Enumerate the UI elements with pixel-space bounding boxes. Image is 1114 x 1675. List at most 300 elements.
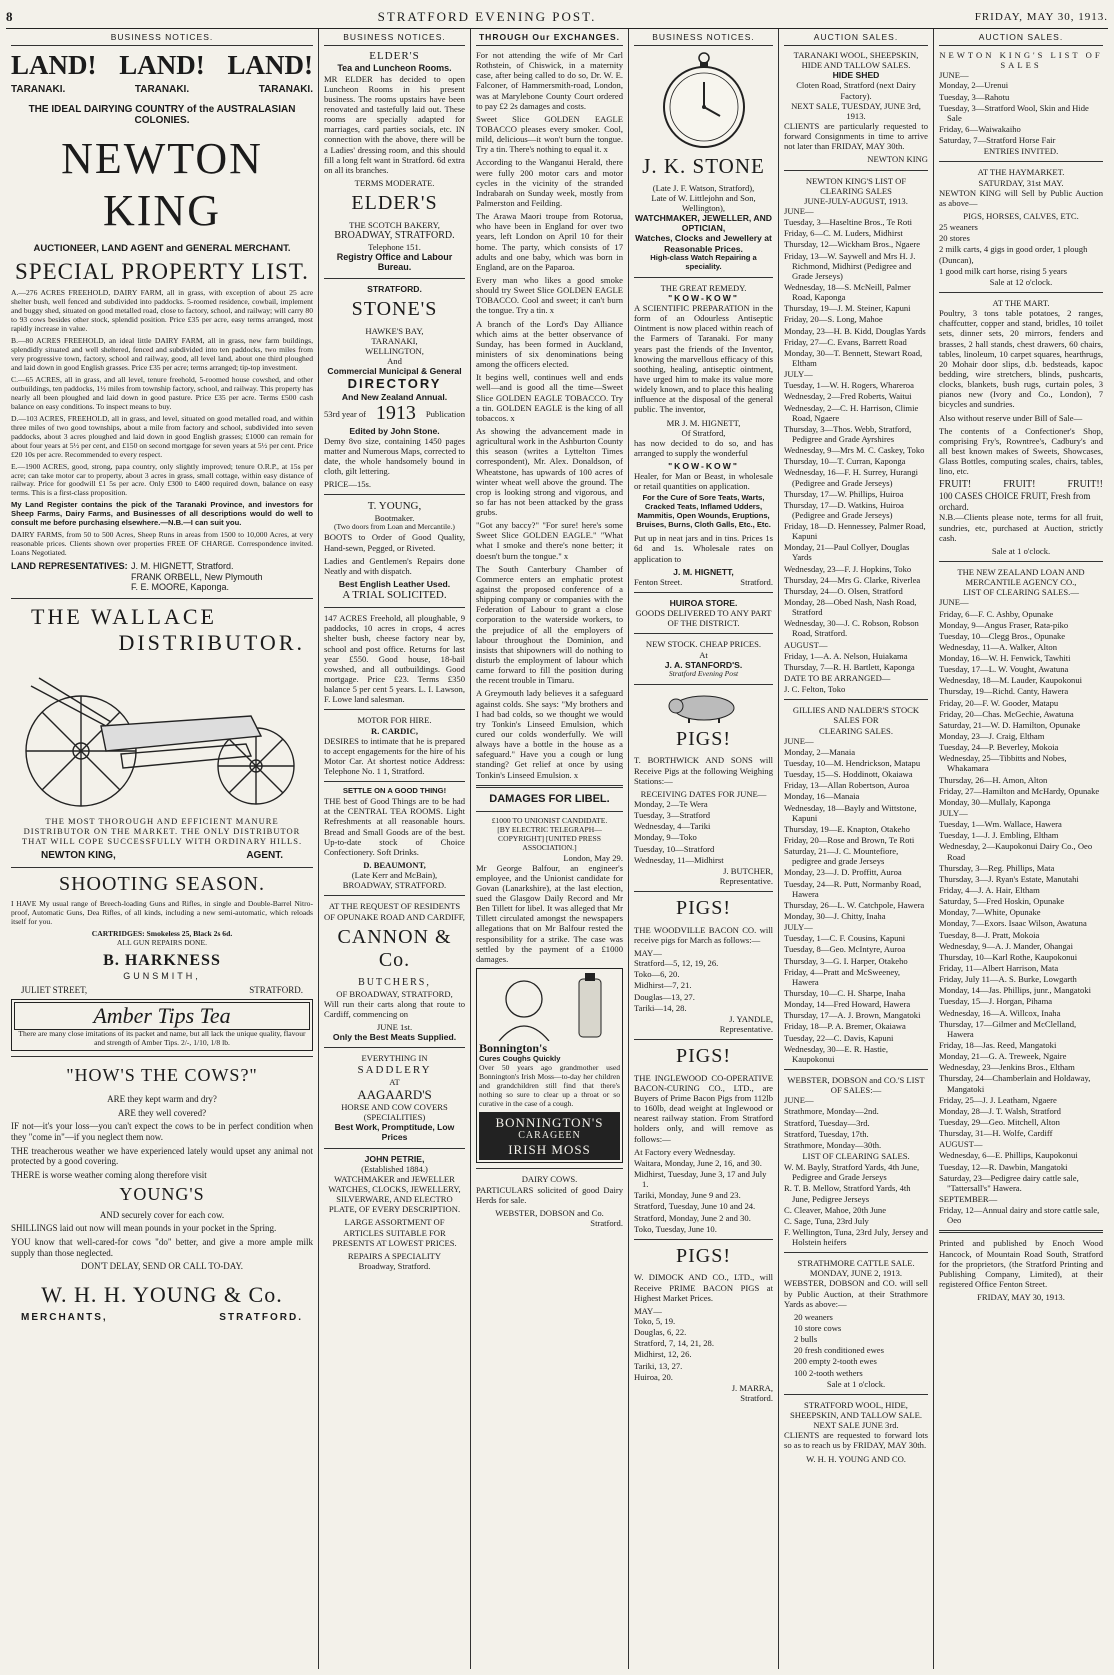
cows-line: IF not—it's your loss—you can't expect the cows to be in perfect condition when they "come in"—if you neglect them now. bbox=[11, 1121, 313, 1143]
wd-items bbox=[784, 1312, 928, 1378]
of-stratford: Of Stratford, bbox=[681, 427, 726, 438]
sale-item: Monday, 28—J. T. Walsh, Stratford bbox=[939, 1105, 1061, 1116]
wallace-headline-2: DISTRIBUTOR. bbox=[118, 629, 305, 655]
webster-sales-list bbox=[784, 1095, 928, 1247]
sale-item: Tuesday, 3—Haseltine Bros., Te Roti bbox=[784, 217, 912, 228]
bonnington-brand bbox=[479, 1112, 620, 1160]
loan-sales-list bbox=[939, 597, 1103, 1225]
sale-item: C. Sage, Tuna, 23rd July bbox=[784, 1215, 869, 1226]
pig-illustration bbox=[634, 690, 773, 724]
sale-item: Monday, 9—Angus Fraser, Rata-piko bbox=[939, 619, 1069, 630]
sale-item: Monday, 30—Mullaly, Kaponga bbox=[939, 796, 1051, 807]
inglewood-dates bbox=[634, 1147, 773, 1234]
sale-item: Thursday, 17—W. Phillips, Huiroa bbox=[784, 488, 904, 499]
sale-1: Sale at 1 o'clock. bbox=[991, 545, 1051, 556]
bakery-line: THE SCOTCH BAKERY, bbox=[349, 219, 440, 230]
sale-item: Tuesday, 3—Rahotu bbox=[939, 91, 1010, 102]
place: TARANAKI, bbox=[371, 335, 418, 346]
edited-line: Edited by John Stone. bbox=[349, 425, 440, 436]
everything-in: EVERYTHING IN bbox=[361, 1053, 428, 1064]
sale-item: Tuesday, 29—Geo. Mitchell, Alton bbox=[939, 1116, 1060, 1127]
healer-text: Healer, for Man or Beast, in wholesale or retail quantities on application. bbox=[634, 471, 773, 492]
clients-note: CLIENTS are particularly requested to forward Consignments in time to arrive not later than FRIDAY, MAY 30th. bbox=[784, 121, 928, 152]
cows-line: ARE they kept warm and dry? bbox=[107, 1094, 217, 1105]
nk-sell-text: NEWTON KING will Sell by Public Auction as above— bbox=[939, 187, 1103, 208]
gunsmith-label: GUNSMITH, bbox=[123, 970, 201, 981]
amber-tips-ad bbox=[11, 999, 313, 1051]
terms-line: TERMS MODERATE. bbox=[354, 178, 435, 188]
stock-item: 2 bulls bbox=[794, 1334, 818, 1345]
date-item: Stratford—5, 12, 19, 26. bbox=[634, 958, 719, 969]
sale-item: Thursday, 19—J. M. Steiner, Kapuni bbox=[784, 303, 911, 314]
pigs-headline-2: PIGS! bbox=[675, 897, 731, 920]
inglewood-text: THE INGLEWOOD CO-OPERATIVE BACON-CURING CO., LTD., are Buyers of Prime Bacon Pigs from 112lb to 160lb, dead weight at Inglewood or nearest railway station. From Stratford holders only, and will remove as follows:— bbox=[634, 1072, 773, 1144]
sale-item: Thursday, 3—J. Ryan's Estate, Manutahi bbox=[939, 873, 1079, 884]
date-item: Tuesday, 3—Stratford bbox=[634, 810, 710, 821]
petrie-address: Broadway, Stratford. bbox=[358, 1260, 431, 1271]
sale-item: Monday, 7—Exors. Isaac Wilson, Awatuna bbox=[939, 918, 1087, 929]
news-paragraph: As showing the advancement made in agricultural work in the Ashburton County this season (writes a Lyttelton Times correspondent), Mr. Alex. Donaldson, of Wheatstone, has upwards of 100 acres of winter wheat well above the ground. The crop is looking strong and vigorous, and so far has not been attacked by the grass grubs. bbox=[476, 425, 623, 518]
sale-time: Sale at 1 o'clock. bbox=[826, 1378, 886, 1389]
stock-item: 10 store cows bbox=[794, 1323, 842, 1334]
byline: [BY ELECTRIC TELEGRAPH—COPYRIGHT] [UNITED PRESS ASSOCIATION.] bbox=[497, 824, 602, 852]
sale-item: Tuesday, 22—C. Davis, Kapuni bbox=[784, 1032, 894, 1043]
kow-kow-title-2: "KOW-KOW" bbox=[668, 461, 739, 472]
hide-shed: HIDE SHED bbox=[832, 70, 880, 81]
date-item: Toko, 5, 19. bbox=[634, 1315, 676, 1326]
gun-repairs-line: ALL GUN REPAIRS DONE. bbox=[116, 938, 208, 948]
reps-label: LAND REPRESENTATIVES: bbox=[11, 561, 128, 572]
yandle-name: J. YANDLE, bbox=[729, 1013, 773, 1024]
harkness-address bbox=[21, 985, 303, 996]
sale-item: Thursday, 7—R. H. Bartlett, Kaponga bbox=[784, 661, 915, 672]
beaumont-name: D. BEAUMONT, bbox=[363, 860, 426, 871]
sale-item: Thursday, 17—Gilmer and McClelland, Hawera bbox=[939, 1018, 1077, 1039]
column-header: BUSINESS NOTICES. bbox=[324, 29, 465, 46]
elders-headline: ELDER'S bbox=[351, 192, 438, 215]
may-label-2: MAY— bbox=[634, 1305, 662, 1316]
nk-sales-list bbox=[939, 80, 1103, 145]
amber-tips-text: There are many close imitations of its packet and name, but all lack the unique quality, flavour and strength of Amber Tips. 2/-, 1/10, 1/8 lb. bbox=[18, 1029, 306, 1048]
sale-item: Saturday, 7—Stratford Horse Fair bbox=[939, 135, 1056, 146]
date-item: Huiroa, 20. bbox=[634, 1371, 673, 1382]
butchers-label: BUTCHERS, bbox=[358, 976, 431, 988]
sale-item: Friday, 25—J. J. Leatham, Ngaere bbox=[939, 1094, 1057, 1105]
sale-item: Wednesday, 18—S. McNeill, Palmer Road, Kaponga bbox=[784, 281, 911, 303]
sale-item: Monday, 2—Manaia bbox=[784, 746, 856, 757]
sale-item: Tuesday, 3—Stratford Wool, Skin and Hide Sale bbox=[939, 102, 1089, 123]
sale-item: Tuesday, 15—J. Horgan, Pihama bbox=[939, 996, 1053, 1007]
sale-item: Friday, 12—Annual dairy and store cattle sale, Oeo bbox=[939, 1205, 1100, 1226]
special-property-list: SPECIAL PROPERTY LIST. bbox=[15, 259, 309, 285]
sale-item: Friday, 4—Pratt and McSweeney, Hawera bbox=[784, 966, 901, 987]
horse-covers: HORSE AND COW COVERS bbox=[341, 1101, 448, 1112]
stock-item: 20 fresh conditioned ewes bbox=[794, 1345, 884, 1356]
whh-young-sub bbox=[21, 1312, 303, 1324]
taranaki-word: TARANAKI. bbox=[11, 83, 66, 95]
agent-name: NEWTON KING, bbox=[41, 849, 116, 861]
news-paragraph: A Greymouth lady believes it a safeguard against colds. She says: "My brothers and I had bad colds, so we thought we would try Tonkin's Linseed Emulsion, which cured our colds wonderfully. We will always have a bottle in the house as a safeguard." Have you a cough or lung standing? Get relief at once by using Tonkin's Linseed Emulsion. x bbox=[476, 688, 623, 780]
sale-item: Tuesday, 1—Wm. Wallace, Hawera bbox=[939, 819, 1062, 830]
entries-invited: ENTRIES INVITED. bbox=[983, 146, 1059, 157]
stones-headline: STONE'S bbox=[351, 298, 438, 321]
news-paragraph: A branch of the Lord's Day Alliance which aims at the better observance of Sunday, has been formed in Auckland, ministers of six denominations being among the officers elected. bbox=[476, 318, 623, 370]
news-paragraph: Every man who likes a good smoke should try Sweet Slice GOLDEN EAGLE TOBACCO. Cool and sweet; it can't burn the tongue. Try a tin. x bbox=[476, 274, 623, 316]
sale-item: Friday, 27—C. Evans, Barrett Road bbox=[784, 336, 907, 347]
sale-item: Monday, 30—T. Bennett, Stewart Road, Eltham bbox=[784, 347, 923, 368]
sale-item: Wednesday, 18—M. Lauder, Kaupokonui bbox=[939, 675, 1083, 686]
woodville-dates bbox=[634, 958, 773, 1013]
directory-line: DIRECTORY bbox=[347, 376, 442, 392]
cows-line: THERE is worse weather coming along therefore visit bbox=[11, 1169, 207, 1180]
property-item: C.—65 ACRES, all in grass, and all level, tenure freehold, 5-roomed house cowshed, and other outbuildings, ten paddocks, 1½ miles from township factory, school, and railway. This property has nearly all been ploughed and laid down in good pasture. Price £35 per acre. Terms £500 cash balance on easy conditions. To inspect means to buy. bbox=[11, 374, 313, 411]
sale-item: Friday, 13—Allan Robertson, Auroa bbox=[784, 780, 910, 791]
sale-item: JUNE— bbox=[784, 205, 814, 216]
cows-line: DON'T DELAY, SEND OR CALL TO-DAY. bbox=[80, 1261, 244, 1272]
place: WELLINGTON, bbox=[365, 346, 424, 357]
will-run-text: Will run their carts along that route to Cardiff, commencing on bbox=[324, 998, 465, 1019]
brand-line: CARAGEEN bbox=[518, 1130, 581, 1142]
item: PIGS, HORSES, CALVES, ETC. bbox=[963, 210, 1079, 221]
sale-item: Monday, 23—J. D. Proffitt, Auroa bbox=[784, 867, 902, 878]
newton-king-agent bbox=[41, 850, 283, 862]
sale-item: Thursday, 3—Reg. Phillips, Mata bbox=[939, 862, 1055, 873]
news-paragraph: It begins well, continues well and ends well—and is good all the time—Sweet Slice GOLDEN EAGLE TOBACCO. Try a tin. GOLDEN EAGLE is the king of all tobaccos. x bbox=[476, 372, 623, 423]
property-list bbox=[11, 289, 313, 498]
watchmaker-line: WATCHMAKER and JEWELLER bbox=[334, 1173, 455, 1184]
year-left: 53rd year of bbox=[324, 408, 366, 419]
jk-stone-headline: J. K. STONE bbox=[642, 154, 765, 179]
nz-annual-line: And New Zealand Annual. bbox=[341, 391, 448, 402]
cows-ad bbox=[11, 1094, 313, 1180]
sale-item: Monday, 14—Fred Howard, Hawera bbox=[784, 999, 911, 1010]
sale-item: Friday, 18—D. Hennessey, Palmer Road, Kapuni bbox=[784, 521, 926, 542]
shooting-season-headline: SHOOTING SEASON. bbox=[58, 872, 265, 895]
sale-item: Thursday, 17—A. J. Brown, Mangatoki bbox=[784, 1010, 921, 1021]
property-item: D.—103 ACRES, FREEHOLD, all in grass, and level, situated on good metalled road, and within three miles of two good townships, about a mile from factory and school, subdivided into seven paddocks, about 3 acres ploughed and laid down in good English grasses; £1000 can remain for about four years at 5½ per cent, and £150 on second mortgage for seven years at 5½ per cent. Price £20 10s per acre. Recommended to every respect. bbox=[11, 413, 313, 459]
stratford: STRATFORD. bbox=[219, 1311, 303, 1323]
column-5 bbox=[778, 29, 933, 1669]
land-headline bbox=[11, 50, 313, 82]
cartridges-line: CARTRIDGES: Smokeless 25, Black 2s 6d. bbox=[91, 929, 233, 939]
sale-item: Thursday, 3—G. I. Harper, Otakeho bbox=[784, 955, 908, 966]
date-item: Monday, 2—Te Wera bbox=[634, 798, 708, 809]
street: JULIET STREET, bbox=[21, 984, 88, 995]
sale-item: W. M. Bayly, Stratford Yards, 4th June, Pedigree and Grade Jerseys bbox=[784, 1162, 920, 1183]
next-sale-june: NEXT SALE JUNE 3rd. bbox=[813, 1420, 899, 1431]
item: 1 good milk cart horse, rising 5 years bbox=[939, 265, 1067, 276]
sale-item: C. Cleaver, Mahoe, 20th June bbox=[784, 1204, 887, 1215]
property-item: B.—80 ACRES FREEHOLD, an ideal little DAIRY FARM, all in grass, new farm buildings, splendidly situated and well sheltered, fenced and subdivided into ten paddocks, two miles from very progressive town, factory, school and railway, good, all level land, about one third ploughed and laid down in good English grasses. Price £35 per acre; terms arranged; tip-top investment. bbox=[11, 336, 313, 373]
sale-item: Saturday, 23—Pedigree dairy cattle sale, "Tattersall's" Hawera. bbox=[939, 1172, 1079, 1193]
pigs-headline-3: PIGS! bbox=[675, 1045, 731, 1068]
news-paragraph: According to the Wanganui Herald, there were fully 200 motor cars and motor cycles in the vicinity of the stranded Indrabarah on Sunday week, mostly from Palmerston and Feilding. bbox=[476, 157, 623, 208]
masthead bbox=[6, 6, 1108, 29]
sale-item: Tuesday, 24—P. Beverley, Mokoia bbox=[939, 742, 1059, 753]
sale-item: Wednesday, 23—F. J. Hopkins, Toko bbox=[784, 563, 912, 574]
cardic-name: R. CARDIC, bbox=[370, 725, 419, 736]
young-name: T. YOUNG, bbox=[367, 500, 422, 513]
butcher-rep: Representative. bbox=[719, 875, 773, 886]
webster-heading: WEBSTER, DOBSON and CO.'S LIST OF SALES:— bbox=[787, 1074, 925, 1096]
cows-line: AND securely cover for each cow. bbox=[99, 1209, 225, 1220]
column-header: AUCTION SALES. bbox=[939, 29, 1103, 46]
column-header: BUSINESS NOTICES. bbox=[11, 29, 313, 46]
brand-line: BONNINGTON'S bbox=[495, 1114, 604, 1130]
elder-heading: ELDER'S bbox=[369, 50, 420, 63]
sale-item: Friday, 20—Rose and Brown, Te Roti bbox=[784, 835, 915, 845]
bootmaker-label: Bootmaker. bbox=[374, 513, 415, 524]
news-paragraph: The Arawa Maori troupe from Rotorua, who have been in England for over two years, left London on April 10 for their home. The party, which consists of 17 adults and one baby, which was born in England, are on the Paparoa. bbox=[476, 211, 623, 272]
sale-item: Wednesday, 2—C. H. Harrison, Climie Road, Ngaere bbox=[784, 402, 919, 423]
date-item: Wednesday, 11—Midhirst bbox=[634, 854, 724, 865]
stone-late-2: Late of W. Littlejohn and Son, Wellington), bbox=[651, 192, 756, 214]
column-header: BUSINESS NOTICES. bbox=[634, 29, 773, 46]
year-right: Publication bbox=[425, 408, 465, 419]
sale-item: Wednesday, 30—J. C. Robson, Robson Road, Stratford. bbox=[784, 618, 919, 639]
sale-item: JULY— bbox=[784, 369, 813, 380]
newton-king-headline: NEWTON KING bbox=[61, 134, 263, 236]
columns bbox=[6, 29, 1108, 1669]
item: 20 stores bbox=[939, 233, 970, 244]
new-stock: NEW STOCK. CHEAP PRICES. bbox=[645, 639, 762, 650]
large-assortment: LARGE ASSORTMENT OF ARTICLES SUITABLE FOR PRESENTS AT LOWEST PRICES. bbox=[332, 1217, 457, 1248]
goods-delivered: GOODS DELIVERED TO ANY PART OF THE DISTRICT. bbox=[635, 608, 772, 629]
year-line bbox=[324, 402, 465, 426]
fruit-row bbox=[939, 479, 1103, 491]
cannon-headline: CANNON & Co. bbox=[337, 925, 452, 972]
nk-list-of-sales: NEWTON KING'S LIST OF SALES bbox=[939, 50, 1103, 71]
news-paragraph: The South Canterbury Chamber of Commerce enters an emphatic protest against the proposed conference of a shipping company or companies with the Federation of Labour to grant a close corporation to the waterside workers, to the prejudice of all the employers of labour throughout the Dominion, and insists that shipowners will do nothing to disturb the employment of labour which came forward to fill the position during the recent trouble in Timaru. bbox=[476, 563, 623, 686]
specialities: (SPECIALITIES) bbox=[363, 1112, 426, 1123]
marra-town: Stratford. bbox=[740, 1392, 773, 1403]
boots-text: BOOTS to Order of Good Quality, Hand-sewn, Pegged, or Riveted. bbox=[324, 532, 465, 553]
sale-item: Saturday, 21—W. D. Hamilton, Opunake bbox=[939, 719, 1081, 730]
town: STRATFORD. bbox=[249, 984, 303, 995]
also-text: Also without reserve under Bill of Sale— bbox=[939, 412, 1083, 423]
watches-line: Watches, Clocks and Jewellery at Reasonable Prices. bbox=[635, 233, 772, 254]
scientific-text: A SCIENTIFIC PREPARATION in the form of an Odourless Antiseptic Ointment is now placed within reach of the Farmers of Taranaki. For many years past the friends of the Inventor, knowing the marvellous efficacy of this soothing, healing, antiseptic ointment, have urged him to make its value more widely known, and to place this healing influence at the disposal of the general public. The inventor, bbox=[634, 302, 773, 415]
sale-item: AUGUST— bbox=[939, 1139, 983, 1150]
imprint-date: FRIDAY, MAY 30, 1913. bbox=[977, 1292, 1065, 1303]
high-class-line: High-class Watch Repairing a speciality. bbox=[650, 252, 757, 271]
dateline: London, May 29. bbox=[563, 852, 623, 863]
page-number: 8 bbox=[6, 9, 14, 24]
sale-item: Tuesday, 24—R. Putt, Normanby Road, Hawera bbox=[784, 878, 922, 899]
date-item: Stratford, 7, 14, 21, 28. bbox=[634, 1338, 714, 1349]
sale-item: Tuesday, 1—W. H. Rogers, Whareroa bbox=[784, 380, 914, 391]
cows-ad-2 bbox=[11, 1210, 313, 1272]
auctioneer-line: AUCTIONEER, LAND AGENT and GENERAL MERCHANT. bbox=[33, 243, 291, 255]
sale-item: Strathmore, Monday—30th. bbox=[784, 1139, 882, 1150]
and-line: And bbox=[387, 356, 402, 367]
price-line: PRICE—15s. bbox=[324, 479, 372, 490]
date-item: Midhirst—7, 21. bbox=[634, 980, 692, 991]
whh-young-headline: W. H. H. YOUNG & Co. bbox=[41, 1281, 283, 1307]
sale-item: Friday, 11—Albert Harrison, Mata bbox=[939, 963, 1059, 973]
registry-line: Registry Office and Labour Bureau. bbox=[336, 251, 453, 273]
june-label: JUNE— bbox=[939, 70, 969, 81]
item: 2 milk carts, 4 gigs in good order, 1 plough (Duncan), bbox=[939, 244, 1088, 265]
sale-item: Monday, 28—Obed Nash, Nash Road, Stratford bbox=[784, 597, 917, 618]
period: JUNE-JULY-AUGUST, 1913. bbox=[804, 195, 908, 206]
at-the-mart: AT THE MART. bbox=[992, 297, 1050, 308]
butcher-name: J. BUTCHER, bbox=[723, 865, 773, 876]
woodville-text: THE WOODVILLE BACON CO. will receive pigs for March as follows:— bbox=[634, 924, 773, 945]
taranaki-wool: TARANAKI WOOL, SHEEPSKIN, HIDE AND TALLOW SALES. bbox=[793, 50, 919, 71]
news-paragraph: Sweet Slice GOLDEN EAGLE TOBACCO pleases every smoker. Cool, mild, delicious—it won't burn the tongue. Try a tin. There's nothing to equal it. x bbox=[476, 113, 623, 155]
sale-item: Thursday, 10—T. Curran, Kaponga bbox=[784, 456, 906, 467]
issue-date: FRIDAY, MAY 30, 1913. bbox=[974, 11, 1108, 23]
sale-item: Thursday, 26—L. W. Catchpole, Hawera bbox=[784, 899, 925, 910]
reps-list bbox=[131, 561, 263, 593]
motor-for-hire: MOTOR FOR HIRE. bbox=[357, 715, 432, 726]
fruit-word: FRUIT! bbox=[1003, 479, 1036, 491]
sale-item: Monday, 21—G. A. Treweek, Ngaire bbox=[939, 1051, 1067, 1062]
bonnington-illustration bbox=[479, 971, 619, 1041]
sale-item: JUNE— bbox=[784, 735, 814, 746]
fund-line: £1000 TO UNIONIST CANDIDATE. bbox=[491, 815, 608, 825]
sale-item: Monday, 16—W. H. Fenwick, Tawhiti bbox=[939, 653, 1071, 664]
webster-line: WEBSTER, DOBSON and Co. bbox=[495, 1207, 604, 1218]
borthwick-text: T. BORTHWICK AND SONS will Receive Pigs at the following Weighing Stations:— bbox=[634, 755, 773, 786]
telephone-line: Telephone 151. bbox=[368, 241, 421, 252]
acres-147-ad: 147 ACRES Freehold, all ploughable, 9 paddocks, 10 acres in crops, 4 acres shelter bush, cheese factory near by, school and post office. Returns for last year £550. Good house, 18-bail cowshed, and all outbuildings. Good mortgage. Price £23. Terms £350 balance 5 per cent 5 years. L. I. Lawson, F. Lowe land salesman. bbox=[324, 613, 465, 705]
newspaper-title: STRATFORD EVENING POST. bbox=[377, 9, 597, 24]
sale-item: Wednesday, 9—A. J. Mander, Ohangai bbox=[939, 940, 1073, 951]
sale-item: Friday, July 11—A. S. Burke, Lowgarth bbox=[939, 974, 1077, 985]
wallace-description: THE MOST THOROUGH AND EFFICIENT MANURE DISTRIBUTOR ON THE MARKET. THE ONLY DISTRIBUTOR THAT WILL COPE SUCCESSFULLY WITH ORDINARY HILLS. bbox=[21, 815, 303, 846]
date-item: Tariki—14, 28. bbox=[634, 1002, 687, 1013]
at-label: At bbox=[699, 649, 708, 660]
commercial-line: Commercial Municipal & General bbox=[327, 366, 462, 377]
sale-item: Monday, 16—Manaia bbox=[784, 791, 860, 802]
year: 1913 bbox=[375, 401, 416, 424]
beaumont-sub: (Late Kerr and McBain), bbox=[351, 870, 438, 881]
sale-item: Monday, 7—White, Opunake bbox=[939, 907, 1041, 918]
column-2 bbox=[318, 29, 470, 1669]
borthwick-dates bbox=[634, 799, 773, 865]
sale-item: Monday, 23—J. Craig, Eltham bbox=[939, 731, 1045, 742]
sale-item: Saturday, 21—J. C. Mountefiore, pedigree and grade Jerseys bbox=[784, 846, 899, 867]
strat-post-credit: Stratford Evening Post bbox=[668, 668, 739, 678]
fruit-word: FRUIT! bbox=[939, 479, 972, 491]
bonnington-title: Bonnington's bbox=[479, 1041, 548, 1056]
column-3 bbox=[470, 29, 628, 1669]
broadway-line: BROADWAY, STRATFORD. bbox=[334, 229, 455, 241]
settle-text: THE best of Good Things are to be had at the CENTRAL TEA ROOMS. Light Refreshments at all reasonable hours. Bread and Small Goods are of the best. Up-to-date stock of Choice Confectionery. Soft Drinks. bbox=[324, 796, 465, 857]
sale-item: R. T. B. Mellow, Stratford Yards, 4th June, Pedigree Jerseys bbox=[784, 1183, 911, 1204]
sale-item: Thursday, 26—H. Amon, Alton bbox=[939, 774, 1048, 785]
sale-item: Wednesday, 30—E. R. Hastie, Kaupokonui bbox=[784, 1043, 889, 1064]
column-6 bbox=[933, 29, 1108, 1669]
sale-item: Thursday, 19—Richd. Canty, Hawera bbox=[939, 686, 1069, 697]
elder-subheading: Tea and Luncheon Rooms. bbox=[337, 62, 452, 73]
sale-item: Thursday, 19—E. Knapton, Otakeho bbox=[784, 823, 910, 834]
property-item: A.—276 ACRES FREEHOLD, DAIRY FARM, all in grass, with exception of about 25 acre shelter bush, well fenced and subdivided into paddocks. 5-roomed residence, cowbail, implement and buggy shed, situated on good metalled road, close to factory, school, and railway; will carry 80 to 93 cows besides other stock, splendid position. Price £35 per acre, easy terms arranged, most rapidly increase in value. bbox=[11, 288, 313, 334]
sale-item: Wednesday, 16—F. H. Surrey, Hurangi (Pedigree and Grade Jerseys) bbox=[784, 467, 919, 488]
bonnington-text: Over 50 years ago grandmother used Bonnington's Irish Moss—to-day her children and grandchildren still find that there's nothing so sure to clear up a throat or so curative in the case of a cough. bbox=[479, 1063, 620, 1108]
date-item: Stratford, Monday, June 2 and 30. bbox=[634, 1212, 751, 1223]
news-items bbox=[476, 50, 623, 780]
column-1 bbox=[6, 29, 318, 1669]
hignett-name-2: J. M. HIGNETT, bbox=[673, 566, 734, 577]
sale-item: Tuesday, 8—J. Pratt, Mokoia bbox=[939, 929, 1040, 940]
great-remedy: THE GREAT REMEDY. bbox=[660, 282, 747, 293]
sale-item: Friday, 4—J. A. Hair, Eltham bbox=[939, 885, 1040, 896]
sale-item: Wednesday, 2—Kaupokonui Dairy Co., Oeo Road bbox=[939, 841, 1093, 862]
cows-line: ARE they well covered? bbox=[117, 1107, 207, 1118]
stock-item: 20 weaners bbox=[794, 1311, 833, 1322]
yandle-rep: Representative. bbox=[719, 1023, 773, 1034]
sale-item: SEPTEMBER— bbox=[939, 1193, 998, 1204]
harkness-name: B. HARKNESS bbox=[103, 952, 221, 970]
date-item: Midhirst, 12, 26. bbox=[634, 1349, 692, 1360]
nb-text: N.B.—Clients please note, terms for all fruit, sundries, etc, purchased at Auction, strictly cash. bbox=[939, 512, 1103, 543]
stone-late-1: (Late J. F. Watson, Stratford), bbox=[652, 182, 755, 193]
fenton-address bbox=[634, 577, 773, 587]
column-4 bbox=[628, 29, 778, 1669]
date-item: Douglas, 6, 22. bbox=[634, 1327, 687, 1338]
sale-item: Thursday, 24—O. Olsen, Stratford bbox=[784, 585, 903, 596]
trial-line: A TRIAL SOLICITED. bbox=[342, 589, 447, 602]
date-item: Stratford, Tuesday, June 10 and 24. bbox=[634, 1201, 756, 1212]
sale-item: Saturday, 5—Fred Hoskin, Opunake bbox=[939, 896, 1065, 907]
ideal-dairying: THE IDEAL DAIRYING COUNTRY of the AUSTRALASIAN COLONIES. bbox=[28, 103, 296, 127]
nk-sales-list bbox=[784, 206, 928, 694]
sale-item: Stratford, Tuesday—3rd. bbox=[784, 1117, 870, 1128]
taranaki-row bbox=[11, 84, 313, 96]
nk-clearing-list: NEWTON KING'S LIST OF CLEARING SALES bbox=[805, 175, 907, 196]
sale-item: Stratford, Tuesday, 17th. bbox=[784, 1128, 869, 1139]
sale-item: Wednesday, 11—A. Walker, Alton bbox=[939, 641, 1058, 652]
date-item: Waitara, Monday, June 2, 16, and 30. bbox=[634, 1157, 762, 1168]
hows-the-cows-headline: "HOW'S THE COWS?" bbox=[66, 1064, 258, 1085]
saturday: SATURDAY, 31st MAY. bbox=[978, 177, 1064, 188]
date-item: Toko, Tuesday, June 10. bbox=[634, 1223, 717, 1234]
kow-kow-title: "KOW-KOW" bbox=[668, 292, 739, 303]
sale-item: Friday, 20—F. W. Gooder, Matapu bbox=[939, 697, 1059, 708]
land-word: LAND! bbox=[119, 50, 205, 81]
wallace-headline-1: THE WALLACE bbox=[31, 603, 217, 629]
sale-item: Wednesday, 25—Tibbitts and Nobes, Whakamara bbox=[939, 753, 1067, 774]
newton-king-sig: NEWTON KING bbox=[867, 154, 928, 165]
cows-line: YOU know that well-cared-for cows "do" better, and give a more ample milk supply than those neglected. bbox=[11, 1236, 313, 1258]
news-paragraph: "Got any baccy?" "For sure! here's some Sweet Slice GOLDEN EAGLE." "What what I smoke and there's none better; it doesn't burn the tongue." x bbox=[476, 520, 623, 561]
rep-name: J. M. HIGNETT, Stratford. bbox=[131, 561, 234, 572]
place: HAWKE'S BAY, bbox=[365, 325, 424, 336]
distributor-illustration bbox=[11, 656, 313, 816]
leather-line: Best English Leather Used. bbox=[338, 579, 451, 589]
sale-item: F. Wellington, Tuna, 23rd July, Jersey and Holstein heifers bbox=[784, 1226, 928, 1248]
sale-item: Friday, 6—F. C. Ashby, Opunake bbox=[939, 608, 1054, 619]
decided-text: has now decided to do so, and has arranged to supply the wonderful bbox=[634, 437, 773, 458]
marra-name: J. MARRA, bbox=[731, 1382, 773, 1393]
sale-item: Friday, 20—S. Long, Mahoe bbox=[784, 314, 883, 325]
sale-item: Thursday, 10—C. H. Sharpe, Inaha bbox=[784, 987, 906, 998]
petrie-name: JOHN PETRIE, bbox=[364, 1153, 425, 1164]
sale-item: Tuesday, 15—S. Hoddinott, Okaiawa bbox=[784, 769, 913, 780]
rep-name: F. E. MOORE, Kaponga. bbox=[131, 582, 230, 593]
ladies-text: Ladies and Gentlemen's Repairs done Neatly and with dispatch. bbox=[324, 555, 465, 576]
sale-item: Thursday, 12—Wickham Bros., Ngaere bbox=[784, 239, 921, 250]
brand-line: IRISH MOSS bbox=[508, 1142, 591, 1158]
june-first: JUNE 1st. bbox=[376, 1022, 413, 1033]
cows-line: THE treacherous weather we have experienced lately would upset any animal not protected by a good covering. bbox=[11, 1145, 313, 1167]
rep-name: FRANK ORBELL, New Plymouth bbox=[131, 571, 263, 582]
cases-line: 100 CASES CHOICE FRUIT, Fresh from orchard. bbox=[939, 491, 1091, 512]
best-work: Best Work, Promptitude, Low Prices bbox=[334, 1122, 455, 1143]
